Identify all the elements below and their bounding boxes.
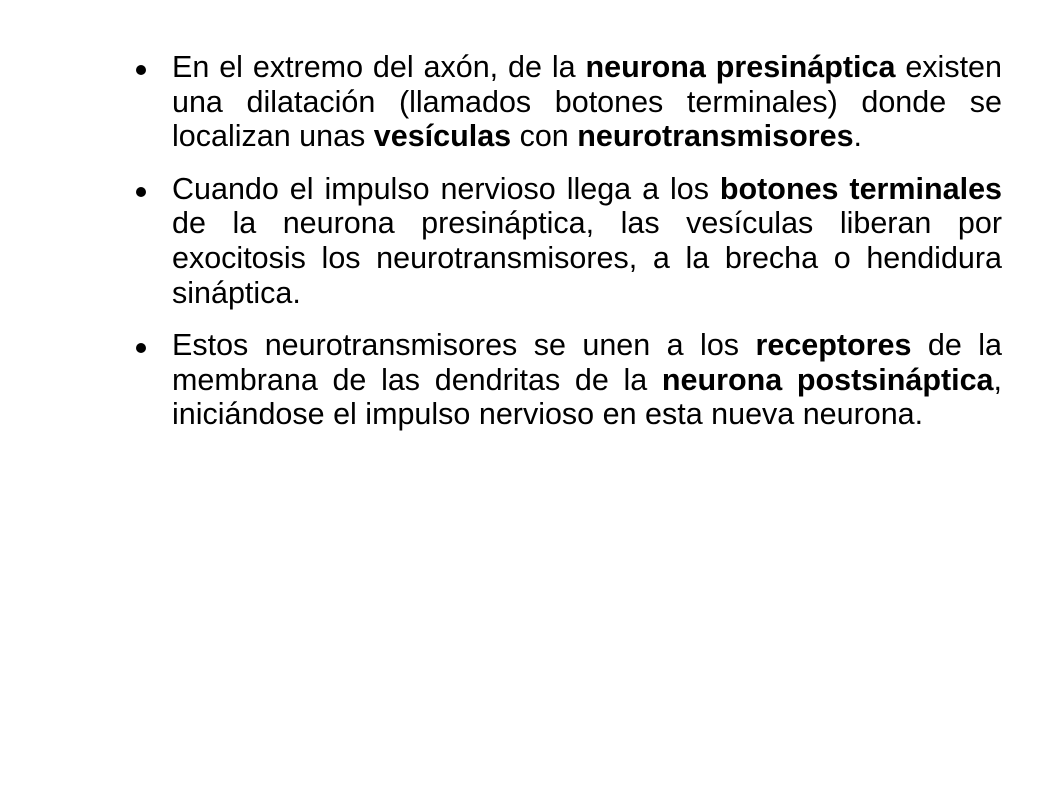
text-segment: , iniciándose el impulso nervioso en esta nueva neurona. xyxy=(172,362,1002,432)
bullet-item xyxy=(136,328,1002,432)
bullet-item xyxy=(136,50,1002,154)
bold-term: neurotransmisores xyxy=(577,119,854,154)
bold-term: receptores xyxy=(755,328,912,363)
bullet-dot-icon xyxy=(136,343,146,353)
bullet-dot-icon xyxy=(136,187,146,197)
bullet-text xyxy=(172,50,1002,153)
text-segment: con xyxy=(511,119,578,154)
bullet-list xyxy=(136,50,1002,450)
text-segment: Cuando el impulso nervioso llega a los xyxy=(172,171,720,206)
bullet-text xyxy=(172,328,1002,431)
text-segment: Estos neurotransmisores se unen a los xyxy=(172,328,756,363)
text-segment: . xyxy=(853,119,863,154)
bold-term: botones terminales xyxy=(719,171,1003,206)
text-segment: de la membrana de las dendritas de la xyxy=(172,328,1002,397)
text-segment: existen una dilatación (llamados botones terminales) donde se localizan unas xyxy=(172,50,1002,154)
bullet-text xyxy=(172,172,1002,310)
text-segment: En el extremo del axón, de la xyxy=(172,50,586,84)
bold-term: vesículas xyxy=(373,119,512,154)
text-segment: de la neurona presináptica, las vesículas liberan por exocitosis los neurotransmisores, a la brecha o hendidura sináptica. xyxy=(172,206,1002,310)
bullet-dot-icon xyxy=(136,65,146,75)
bold-term: neurona presináptica xyxy=(585,50,896,84)
bullet-item xyxy=(136,172,1002,310)
bold-term: neurona postsináptica xyxy=(661,362,994,397)
